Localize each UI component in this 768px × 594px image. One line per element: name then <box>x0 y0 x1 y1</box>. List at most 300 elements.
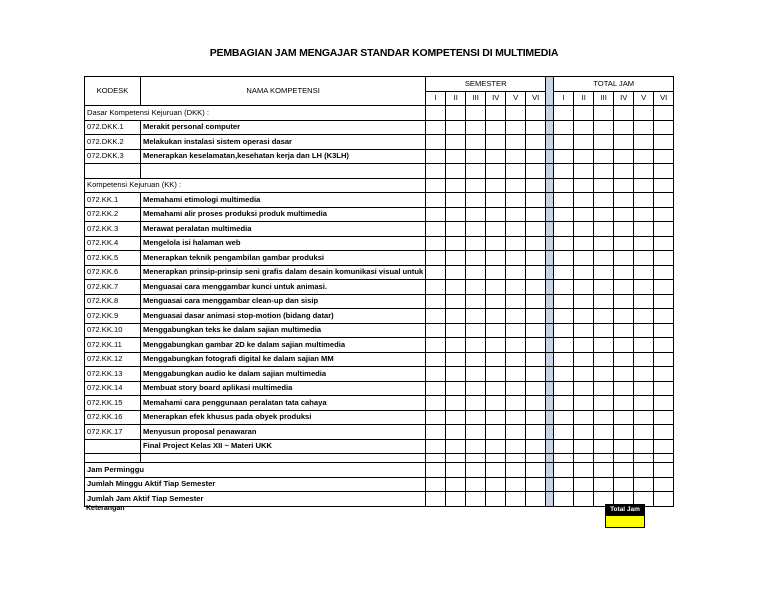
total-cell <box>554 207 574 222</box>
semester-cell <box>526 149 546 164</box>
semester-cell <box>426 193 446 208</box>
semester-cell <box>486 381 506 396</box>
semester-cell <box>486 149 506 164</box>
semester-cell <box>446 149 466 164</box>
semester-cell <box>506 396 526 411</box>
total-cell <box>574 193 594 208</box>
column-separator <box>546 323 554 338</box>
total-cell <box>634 410 654 425</box>
kodesk-cell: 072.KK.3 <box>85 222 141 237</box>
table-row <box>85 135 674 150</box>
total-cell <box>574 236 594 251</box>
total-cell <box>614 463 634 478</box>
semester-cell <box>426 222 446 237</box>
semester-cell <box>486 265 506 280</box>
total-cell <box>654 454 674 463</box>
total-cell <box>654 222 674 237</box>
total-cell <box>554 477 574 492</box>
total-cell <box>574 164 594 179</box>
kompetensi-name: Menerapkan keselamatan,kesehatan kerja dan LH (K3LH) <box>141 149 426 164</box>
semester-cell <box>426 164 446 179</box>
total-cell <box>574 463 594 478</box>
semester-cell <box>426 396 446 411</box>
total-cell <box>594 463 614 478</box>
total-cell <box>654 135 674 150</box>
total-cell <box>614 280 634 295</box>
semester-cell <box>526 439 546 454</box>
total-cell <box>594 280 614 295</box>
semester-cell <box>486 323 506 338</box>
kodesk-cell: 072.KK.7 <box>85 280 141 295</box>
semester-cell <box>506 149 526 164</box>
semester-cell <box>466 309 486 324</box>
semester-cell <box>526 323 546 338</box>
kompetensi-name: Menguasai cara menggambar clean-up dan sisip <box>141 294 426 309</box>
total-cell <box>634 463 654 478</box>
total-cell <box>594 367 614 382</box>
kodesk-cell: 072.KK.17 <box>85 425 141 440</box>
semester-cell <box>506 381 526 396</box>
semester-cell <box>526 222 546 237</box>
semester-cell <box>466 294 486 309</box>
column-separator <box>546 492 554 507</box>
column-separator <box>546 207 554 222</box>
column-separator <box>546 120 554 135</box>
semester-cell <box>466 193 486 208</box>
semester-cell <box>486 294 506 309</box>
total-cell <box>594 294 614 309</box>
total-cell <box>654 477 674 492</box>
semester-cell <box>466 120 486 135</box>
total-cell <box>594 193 614 208</box>
total-cell <box>574 323 594 338</box>
semester-cell <box>486 454 506 463</box>
total-cell <box>654 265 674 280</box>
header-semester: SEMESTER <box>426 77 546 92</box>
kodesk-cell: 072.DKK.3 <box>85 149 141 164</box>
total-cell <box>594 477 614 492</box>
semester-cell <box>486 135 506 150</box>
column-separator <box>546 396 554 411</box>
total-cell <box>654 492 674 507</box>
total-col-5: V <box>634 91 654 106</box>
semester-cell <box>466 352 486 367</box>
table-row <box>85 193 674 208</box>
kodesk-cell: 072.KK.8 <box>85 294 141 309</box>
semester-cell <box>446 236 466 251</box>
table-row <box>85 222 674 237</box>
total-cell <box>574 294 594 309</box>
total-cell <box>594 309 614 324</box>
semester-cell <box>446 463 466 478</box>
total-cell <box>654 439 674 454</box>
column-separator <box>546 309 554 324</box>
semester-cell <box>506 454 526 463</box>
semester-cell <box>506 236 526 251</box>
semester-cell <box>446 309 466 324</box>
total-cell <box>574 106 594 121</box>
total-cell <box>554 106 574 121</box>
total-cell <box>634 381 654 396</box>
total-cell <box>594 222 614 237</box>
total-col-3: III <box>594 91 614 106</box>
semester-cell <box>526 492 546 507</box>
header-nama-kompetensi: NAMA KOMPETENSI <box>141 77 426 106</box>
total-cell <box>634 323 654 338</box>
kodesk-cell: 072.KK.16 <box>85 410 141 425</box>
semester-cell <box>526 381 546 396</box>
kompetensi-name: Menguasai cara menggambar kunci untuk animasi. <box>141 280 426 295</box>
kompetensi-name: Melakukan instalasi sistem operasi dasar <box>141 135 426 150</box>
semester-cell <box>466 323 486 338</box>
total-cell <box>614 381 634 396</box>
total-cell <box>594 164 614 179</box>
total-cell <box>574 381 594 396</box>
table-row <box>85 265 674 280</box>
section-row <box>85 106 674 121</box>
semester-cell <box>466 106 486 121</box>
semester-cell <box>426 120 446 135</box>
section-label: Kompetensi Kejuruan (KK) : <box>85 178 426 193</box>
kompetensi-name: Membuat story board aplikasi multimedia <box>141 381 426 396</box>
semester-cell <box>486 120 506 135</box>
total-cell <box>574 396 594 411</box>
header-total-jam: TOTAL JAM <box>554 77 674 92</box>
kompetensi-name: Final Project Kelas XII ~ Materi UKK <box>141 439 426 454</box>
semester-cell <box>486 367 506 382</box>
semester-cell <box>506 323 526 338</box>
column-separator <box>546 251 554 266</box>
semester-cell <box>426 410 446 425</box>
semester-cell <box>526 135 546 150</box>
total-cell <box>574 367 594 382</box>
semester-cell <box>466 207 486 222</box>
total-cell <box>614 439 634 454</box>
column-separator <box>546 149 554 164</box>
kompetensi-name: Merawat peralatan multimedia <box>141 222 426 237</box>
semester-cell <box>506 294 526 309</box>
kompetensi-name: Menggabungkan teks ke dalam sajian multimedia <box>141 323 426 338</box>
semester-cell <box>506 463 526 478</box>
total-cell <box>554 135 574 150</box>
total-cell <box>634 135 654 150</box>
semester-cell <box>486 178 506 193</box>
semester-cell <box>446 352 466 367</box>
summary-label: Jumlah Jam Aktif Tiap Semester <box>85 492 426 507</box>
semester-cell <box>506 425 526 440</box>
total-cell <box>574 454 594 463</box>
total-cell <box>654 193 674 208</box>
semester-cell <box>446 381 466 396</box>
blank-cell <box>141 164 426 179</box>
kompetensi-name: Menggabungkan gambar 2D ke dalam sajian multimedia <box>141 338 426 353</box>
semester-cell <box>466 178 486 193</box>
total-cell <box>574 280 594 295</box>
total-cell <box>574 149 594 164</box>
semester-cell <box>526 207 546 222</box>
semester-cell <box>466 477 486 492</box>
semester-cell <box>486 477 506 492</box>
column-separator <box>546 164 554 179</box>
column-separator <box>546 381 554 396</box>
semester-cell <box>506 338 526 353</box>
total-cell <box>594 265 614 280</box>
total-cell <box>554 396 574 411</box>
semester-cell <box>506 222 526 237</box>
blank-row <box>85 454 674 463</box>
column-separator <box>546 463 554 478</box>
total-cell <box>614 294 634 309</box>
semester-cell <box>466 410 486 425</box>
semester-cell <box>446 280 466 295</box>
semester-cell <box>526 294 546 309</box>
table-row <box>85 410 674 425</box>
kompetensi-name: Menerapkan efek khusus pada obyek produksi <box>141 410 426 425</box>
blank-cell <box>85 164 141 179</box>
semester-cell <box>526 120 546 135</box>
total-cell <box>574 338 594 353</box>
kodesk-cell: 072.KK.12 <box>85 352 141 367</box>
column-separator <box>546 352 554 367</box>
kompetensi-name: Menggabungkan fotografi digital ke dalam sajian MM <box>141 352 426 367</box>
semester-cell <box>526 309 546 324</box>
semester-col-3: III <box>466 91 486 106</box>
semester-cell <box>526 425 546 440</box>
column-separator <box>546 222 554 237</box>
total-cell <box>594 381 614 396</box>
semester-cell <box>466 381 486 396</box>
semester-cell <box>466 492 486 507</box>
total-cell <box>594 425 614 440</box>
total-cell <box>634 477 654 492</box>
total-cell <box>574 135 594 150</box>
semester-cell <box>466 265 486 280</box>
semester-cell <box>466 439 486 454</box>
semester-cell <box>486 338 506 353</box>
total-cell <box>614 251 634 266</box>
semester-cell <box>506 367 526 382</box>
column-separator <box>546 280 554 295</box>
total-cell <box>634 338 654 353</box>
blank-cell <box>141 454 426 463</box>
semester-col-1: I <box>426 91 446 106</box>
total-cell <box>574 477 594 492</box>
total-cell <box>614 425 634 440</box>
keterangan-label: Keterangan <box>86 505 125 512</box>
total-cell <box>614 338 634 353</box>
semester-cell <box>526 164 546 179</box>
semester-cell <box>486 492 506 507</box>
total-cell <box>574 425 594 440</box>
total-cell <box>554 294 574 309</box>
total-cell <box>654 236 674 251</box>
table-row <box>85 207 674 222</box>
table-row <box>85 381 674 396</box>
total-cell <box>554 164 574 179</box>
total-col-1: I <box>554 91 574 106</box>
semester-cell <box>426 463 446 478</box>
section-row <box>85 178 674 193</box>
semester-cell <box>466 338 486 353</box>
semester-cell <box>526 236 546 251</box>
semester-cell <box>486 164 506 179</box>
column-separator <box>546 454 554 463</box>
total-cell <box>554 222 574 237</box>
table-row <box>85 439 674 454</box>
semester-col-5: V <box>506 91 526 106</box>
kodesk-cell: 072.KK.1 <box>85 193 141 208</box>
total-cell <box>594 410 614 425</box>
semester-cell <box>446 367 466 382</box>
kompetensi-name: Menguasai dasar animasi stop-motion (bidang datar) <box>141 309 426 324</box>
semester-cell <box>486 193 506 208</box>
column-separator <box>546 477 554 492</box>
semester-cell <box>466 135 486 150</box>
total-col-2: II <box>574 91 594 106</box>
total-cell <box>654 106 674 121</box>
total-cell <box>614 193 634 208</box>
semester-cell <box>526 193 546 208</box>
total-cell <box>554 439 574 454</box>
table-row <box>85 149 674 164</box>
page-title: PEMBAGIAN JAM MENGAJAR STANDAR KOMPETENSI DI MULTIMEDIA <box>209 47 559 59</box>
table-row <box>85 309 674 324</box>
total-cell <box>614 120 634 135</box>
semester-cell <box>426 135 446 150</box>
summary-label: Jam Perminggu <box>85 463 426 478</box>
total-cell <box>574 222 594 237</box>
total-cell <box>574 492 594 507</box>
total-cell <box>614 222 634 237</box>
semester-cell <box>446 338 466 353</box>
semester-cell <box>426 265 446 280</box>
semester-cell <box>446 477 466 492</box>
total-cell <box>554 338 574 353</box>
total-cell <box>654 251 674 266</box>
total-cell <box>554 309 574 324</box>
semester-cell <box>426 149 446 164</box>
total-cell <box>634 425 654 440</box>
total-cell <box>594 178 614 193</box>
kodesk-cell: 072.KK.5 <box>85 251 141 266</box>
total-cell <box>654 294 674 309</box>
semester-cell <box>426 236 446 251</box>
total-cell <box>614 477 634 492</box>
semester-cell <box>526 106 546 121</box>
total-jam-box <box>605 515 645 528</box>
total-cell <box>614 367 634 382</box>
semester-cell <box>506 492 526 507</box>
summary-row <box>85 463 674 478</box>
semester-cell <box>446 439 466 454</box>
semester-cell <box>466 425 486 440</box>
semester-cell <box>506 120 526 135</box>
semester-cell <box>426 338 446 353</box>
total-cell <box>614 454 634 463</box>
semester-cell <box>486 410 506 425</box>
section-label: Dasar Kompetensi Kejuruan (DKK) : <box>85 106 426 121</box>
semester-cell <box>466 164 486 179</box>
semester-cell <box>526 352 546 367</box>
semester-cell <box>466 251 486 266</box>
kodesk-cell: 072.KK.11 <box>85 338 141 353</box>
kodesk-cell: 072.DKK.1 <box>85 120 141 135</box>
total-cell <box>614 410 634 425</box>
total-cell <box>634 178 654 193</box>
table-row <box>85 120 674 135</box>
semester-cell <box>486 425 506 440</box>
semester-col-2: II <box>446 91 466 106</box>
total-cell <box>634 367 654 382</box>
semester-cell <box>446 492 466 507</box>
semester-cell <box>446 135 466 150</box>
semester-cell <box>486 309 506 324</box>
semester-cell <box>486 280 506 295</box>
total-cell <box>594 207 614 222</box>
total-cell <box>574 251 594 266</box>
semester-cell <box>426 251 446 266</box>
table-row <box>85 280 674 295</box>
total-cell <box>654 178 674 193</box>
kodesk-cell: 072.KK.9 <box>85 309 141 324</box>
total-cell <box>634 251 654 266</box>
total-cell <box>574 352 594 367</box>
kompetensi-name: Menggabungkan audio ke dalam sajian multimedia <box>141 367 426 382</box>
total-cell <box>634 294 654 309</box>
kompetensi-name: Menerapkan teknik pengambilan gambar produksi <box>141 251 426 266</box>
semester-cell <box>486 236 506 251</box>
column-separator <box>546 135 554 150</box>
semester-cell <box>526 396 546 411</box>
total-cell <box>654 309 674 324</box>
total-cell <box>574 410 594 425</box>
total-cell <box>654 381 674 396</box>
semester-cell <box>526 178 546 193</box>
total-cell <box>614 265 634 280</box>
semester-cell <box>526 367 546 382</box>
total-cell <box>654 280 674 295</box>
semester-cell <box>446 294 466 309</box>
kodesk-cell <box>85 439 141 454</box>
total-cell <box>614 309 634 324</box>
total-cell <box>654 323 674 338</box>
column-separator <box>546 106 554 121</box>
semester-cell <box>506 178 526 193</box>
total-cell <box>594 106 614 121</box>
table-row <box>85 367 674 382</box>
total-cell <box>554 251 574 266</box>
total-cell <box>574 178 594 193</box>
summary-label: Jumlah Minggu Aktif Tiap Semester <box>85 477 426 492</box>
semester-cell <box>506 352 526 367</box>
header-kodesk: KODESK <box>85 77 141 106</box>
blank-row <box>85 164 674 179</box>
semester-cell <box>526 265 546 280</box>
semester-cell <box>526 463 546 478</box>
total-cell <box>654 338 674 353</box>
semester-cell <box>486 463 506 478</box>
kompetensi-name: Memahami etimologi multimedia <box>141 193 426 208</box>
semester-cell <box>426 106 446 121</box>
table-row <box>85 323 674 338</box>
column-separator <box>546 265 554 280</box>
total-cell <box>614 352 634 367</box>
semester-cell <box>426 280 446 295</box>
semester-cell <box>446 323 466 338</box>
total-cell <box>594 352 614 367</box>
column-separator <box>546 439 554 454</box>
total-cell <box>614 236 634 251</box>
